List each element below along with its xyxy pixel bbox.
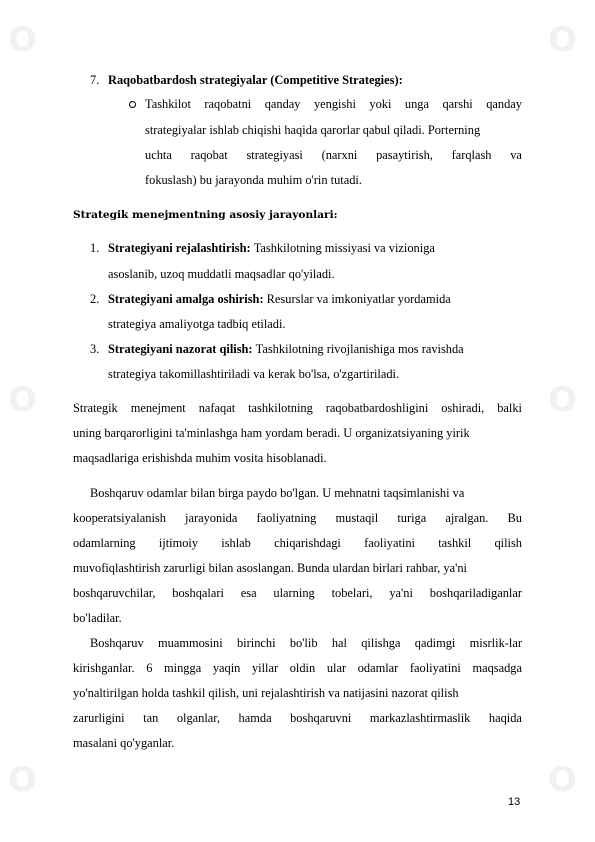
watermark: O	[548, 20, 579, 60]
watermark: O	[8, 380, 39, 420]
paragraph-line: muvofiqlashtirish zarurligi bilan asoslangan. Bunda ulardan birlari rahbar, ya'ni	[73, 561, 467, 575]
bullet-icon	[129, 101, 136, 108]
paragraph-line: Strategik menejment nafaqat tashkilotning raqobatbardoshligini oshiradi, balki	[73, 401, 522, 415]
page-number: 13	[508, 796, 521, 808]
section-heading: Strategik menejmentning asosiy jarayonlari:	[73, 209, 338, 221]
paragraph-line: maqsadlariga erishishda muhim vosita hisoblanadi.	[73, 451, 327, 465]
list-item-continuation: strategiya takomillashtiriladi va kerak bo'lsa, o'zgartiriladi.	[108, 367, 400, 381]
paragraph-line: bo'ladilar.	[73, 611, 122, 625]
paragraph-line: odamlarning ijtimoiy ishlab chiqarishdagi faoliyatini tashkil qilish	[73, 536, 522, 550]
paragraph-line: uchta raqobat strategiyasi (narxni pasaytirish, farqlash va	[145, 148, 522, 162]
paragraph-line: yo'naltirilgan holda tashkil qilish, uni rejalashtirish va natijasini nazorat qilish	[73, 686, 459, 700]
list-number: 3.	[90, 342, 100, 356]
watermark: O	[8, 20, 39, 60]
paragraph-line: masalani qo'yganlar.	[73, 736, 175, 750]
paragraph-line: Boshqaruv muammosini birinchi bo'lib hal qilishga qadimgi misrlik-lar	[90, 636, 522, 650]
list-number: 7.	[90, 73, 100, 87]
list-item: Strategiyani nazorat qilish: Tashkilotning rivojlanishiga mos ravishda	[108, 342, 464, 356]
paragraph-line: strategiyalar ishlab chiqishi haqida qarorlar qabul qiladi. Porterning	[145, 123, 481, 137]
paragraph-line: boshqaruvchilar, boshqalari esa ularning tobelari, ya'ni boshqariladiganlar	[73, 586, 522, 600]
list-item-continuation: strategiya amaliyotga tadbiq etiladi.	[108, 317, 286, 331]
paragraph-line: fokuslash) bu jarayonda muhim o'rin tutadi.	[145, 173, 362, 187]
list-item-continuation: asoslanib, uzoq muddatli maqsadlar qo'yiladi.	[108, 267, 335, 281]
list-number: 2.	[90, 292, 100, 306]
paragraph-line: uning barqarorligini ta'minlashga ham yordam beradi. U organizatsiyaning yirik	[73, 426, 470, 440]
paragraph-line: kooperatsiyalanish jarayonida faoliyatning mustaqil turiga ajralgan. Bu	[73, 511, 522, 525]
watermark: O	[548, 380, 579, 420]
watermark: O	[548, 760, 579, 800]
paragraph-line: Boshqaruv odamlar bilan birga paydo bo'lgan. U mehnatni taqsimlanishi va	[90, 486, 465, 500]
list-number: 1.	[90, 241, 100, 255]
list-item: Strategiyani rejalashtirish: Tashkilotning missiyasi va vizioniga	[108, 241, 435, 255]
paragraph-line: Tashkilot raqobatni qanday yengishi yoki unga qarshi qanday	[145, 97, 522, 111]
list-item: Strategiyani amalga oshirish: Resurslar va imkoniyatlar yordamida	[108, 292, 451, 306]
list-item-heading: Raqobatbardosh strategiyalar (Competitive Strategies):	[108, 73, 403, 87]
watermark: O	[8, 760, 39, 800]
paragraph-line: kirishganlar. 6 mingga yaqin yillar oldin ular odamlar faoliyatini maqsadga	[73, 661, 522, 675]
paragraph-line: zarurligini tan olganlar, hamda boshqaruvni markazlashtirmaslik haqida	[73, 711, 522, 725]
